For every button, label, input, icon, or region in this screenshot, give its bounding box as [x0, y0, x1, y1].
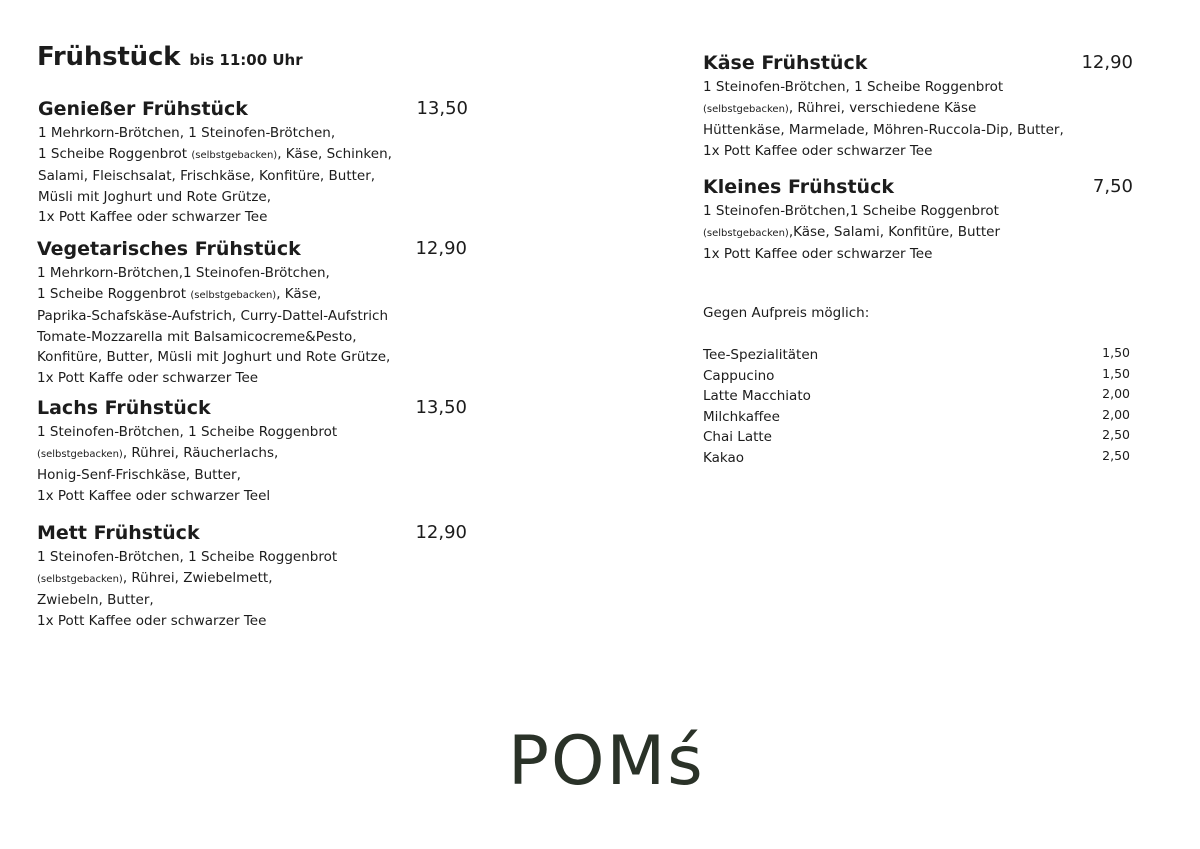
description-line	[38, 144, 468, 167]
small-note: (selbstgebacken)	[37, 448, 123, 460]
extra-row	[703, 386, 1130, 407]
extra-price: 1,50	[1102, 345, 1130, 360]
description-line	[37, 347, 467, 368]
description-text: 1x Pott Kaffee oder schwarzer Tee	[703, 246, 933, 262]
small-note: (selbstgebacken)	[190, 289, 277, 301]
description-text: Honig-Senf-Frischkäse, Butter,	[37, 467, 241, 483]
description-text: 1 Scheibe Roggenbrot	[37, 285, 191, 302]
description-line	[703, 98, 1133, 121]
description-line	[37, 443, 467, 466]
menu-item-kaese	[703, 51, 1133, 161]
extra-price: 2,00	[1102, 386, 1130, 401]
description-line	[703, 141, 1133, 162]
extra-label: Latte Macchiato	[703, 388, 811, 404]
description-text: 1x Pott Kaffee oder schwarzer Tee	[38, 209, 268, 225]
item-price: 12,90	[415, 238, 467, 259]
brand-logo: POMś	[508, 722, 705, 801]
description-text: , Rührei, Räucherlachs,	[122, 444, 279, 461]
description-line	[37, 327, 467, 348]
description-text: Konfitüre, Butter, Müsli mit Joghurt und Rote Grütze,	[37, 349, 391, 365]
description-text: ,Käse, Salami, Konfitüre, Butter	[788, 223, 1001, 240]
item-price: 13,50	[416, 98, 468, 119]
description-text: 1x Pott Kaffee oder schwarzer Teel	[37, 487, 271, 504]
description-text: 1 Mehrkorn-Brötchen,1 Steinofen-Brötchen,	[37, 265, 330, 281]
description-line	[37, 590, 467, 611]
description-text: 1 Scheibe Roggenbrot	[38, 145, 192, 162]
description-text: 1 Steinofen-Brötchen, 1 Scheibe Roggenbrot	[37, 549, 338, 565]
description-line	[37, 611, 467, 632]
extra-price: 1,50	[1102, 365, 1130, 381]
description-text: Paprika-Schafskäse-Aufstrich, Curry-Dattel-Aufstrich	[37, 308, 389, 324]
description-text: 1 Mehrkorn-Brötchen, 1 Steinofen-Brötchen,	[38, 125, 336, 141]
menu-item-mett	[37, 521, 467, 631]
description-text: Salami, Fleischsalat, Frischkäse, Konfitüre, Butter,	[38, 168, 376, 184]
description-line	[38, 187, 468, 208]
small-note: (selbstgebacken)	[703, 227, 789, 239]
extra-label: Cappucino	[703, 367, 775, 384]
description-line	[38, 207, 468, 228]
item-title: Käse Frühstück	[703, 52, 868, 74]
description-line	[37, 368, 467, 389]
item-title: Genießer Frühstück	[38, 98, 248, 120]
description-line	[37, 465, 467, 486]
description-line	[37, 422, 467, 443]
description-text: 1 Steinofen-Brötchen, 1 Scheibe Roggenbrot	[703, 79, 1004, 95]
item-price: 13,50	[415, 397, 467, 418]
item-title: Vegetarisches Frühstück	[37, 238, 301, 260]
description-line	[37, 547, 467, 568]
description-text: 1x Pott Kaffe oder schwarzer Tee	[37, 369, 259, 386]
description-line	[38, 123, 468, 144]
extras-list	[703, 345, 1130, 468]
item-description	[703, 77, 1133, 161]
description-line	[703, 201, 1133, 222]
description-text: Hüttenkäse, Marmelade, Möhren-Ruccola-Dip, Butter,	[703, 122, 1064, 138]
item-title: Lachs Frühstück	[37, 397, 211, 419]
item-price: 12,90	[415, 522, 467, 543]
extra-row	[703, 427, 1130, 448]
description-text: , Käse, Schinken,	[277, 145, 392, 162]
item-description	[37, 422, 467, 506]
description-text: 1x Pott Kaffee oder schwarzer Tee	[703, 142, 933, 159]
extra-price: 2,50	[1102, 427, 1130, 442]
extra-row	[703, 407, 1130, 428]
description-text: Tomate-Mozzarella mit Balsamicocreme&Pesto,	[37, 328, 357, 345]
description-line	[703, 77, 1133, 98]
extra-label: Tee-Spezialitäten	[703, 347, 819, 363]
extra-label: Milchkaffee	[703, 408, 780, 425]
description-text: Müsli mit Joghurt und Rote Grütze,	[38, 188, 272, 205]
menu-item-klein	[703, 175, 1133, 265]
description-text: 1 Steinofen-Brötchen,1 Scheibe Roggenbrot	[703, 203, 999, 219]
extra-row	[703, 345, 1130, 366]
description-line	[37, 263, 467, 284]
item-title: Mett Frühstück	[37, 522, 200, 544]
description-line	[37, 568, 467, 591]
description-text: Zwiebeln, Butter,	[37, 592, 154, 608]
extra-row	[703, 366, 1130, 387]
menu-item-lachs	[37, 396, 467, 506]
item-price: 7,50	[1092, 176, 1133, 197]
description-line	[703, 120, 1133, 141]
item-price: 12,90	[1081, 52, 1133, 73]
section-subtitle: bis 11:00 Uhr	[189, 51, 303, 69]
menu-item-vegetarisch	[37, 237, 467, 388]
description-text: , Käse,	[276, 285, 322, 302]
extra-label: Kakao	[703, 449, 745, 466]
menu-header	[37, 42, 303, 72]
description-text: , Rührei, Zwiebelmett,	[122, 569, 273, 586]
description-text: , Rührei, verschiedene Käse	[788, 99, 977, 116]
item-description	[37, 547, 467, 631]
item-description	[38, 123, 468, 228]
extra-price: 2,50	[1102, 447, 1130, 463]
extras-heading: Gegen Aufpreis möglich:	[703, 305, 870, 321]
extra-row	[703, 448, 1130, 469]
small-note: (selbstgebacken)	[703, 103, 789, 115]
item-description	[37, 263, 467, 388]
description-text: 1x Pott Kaffee oder schwarzer Tee	[37, 612, 267, 629]
small-note: (selbstgebacken)	[37, 573, 123, 585]
extra-price: 2,00	[1102, 406, 1130, 422]
description-line	[703, 244, 1133, 265]
description-line	[37, 486, 467, 507]
description-line	[38, 166, 468, 187]
description-text: 1 Steinofen-Brötchen, 1 Scheibe Roggenbrot	[37, 424, 338, 440]
description-line	[703, 222, 1133, 245]
item-title: Kleines Frühstück	[703, 176, 894, 198]
item-description	[703, 201, 1133, 265]
description-line	[37, 284, 467, 307]
menu-item-geniesser	[38, 97, 468, 228]
extra-label: Chai Latte	[703, 429, 772, 445]
small-note: (selbstgebacken)	[191, 149, 278, 161]
description-line	[37, 306, 467, 327]
section-title: Frühstück	[37, 42, 181, 72]
